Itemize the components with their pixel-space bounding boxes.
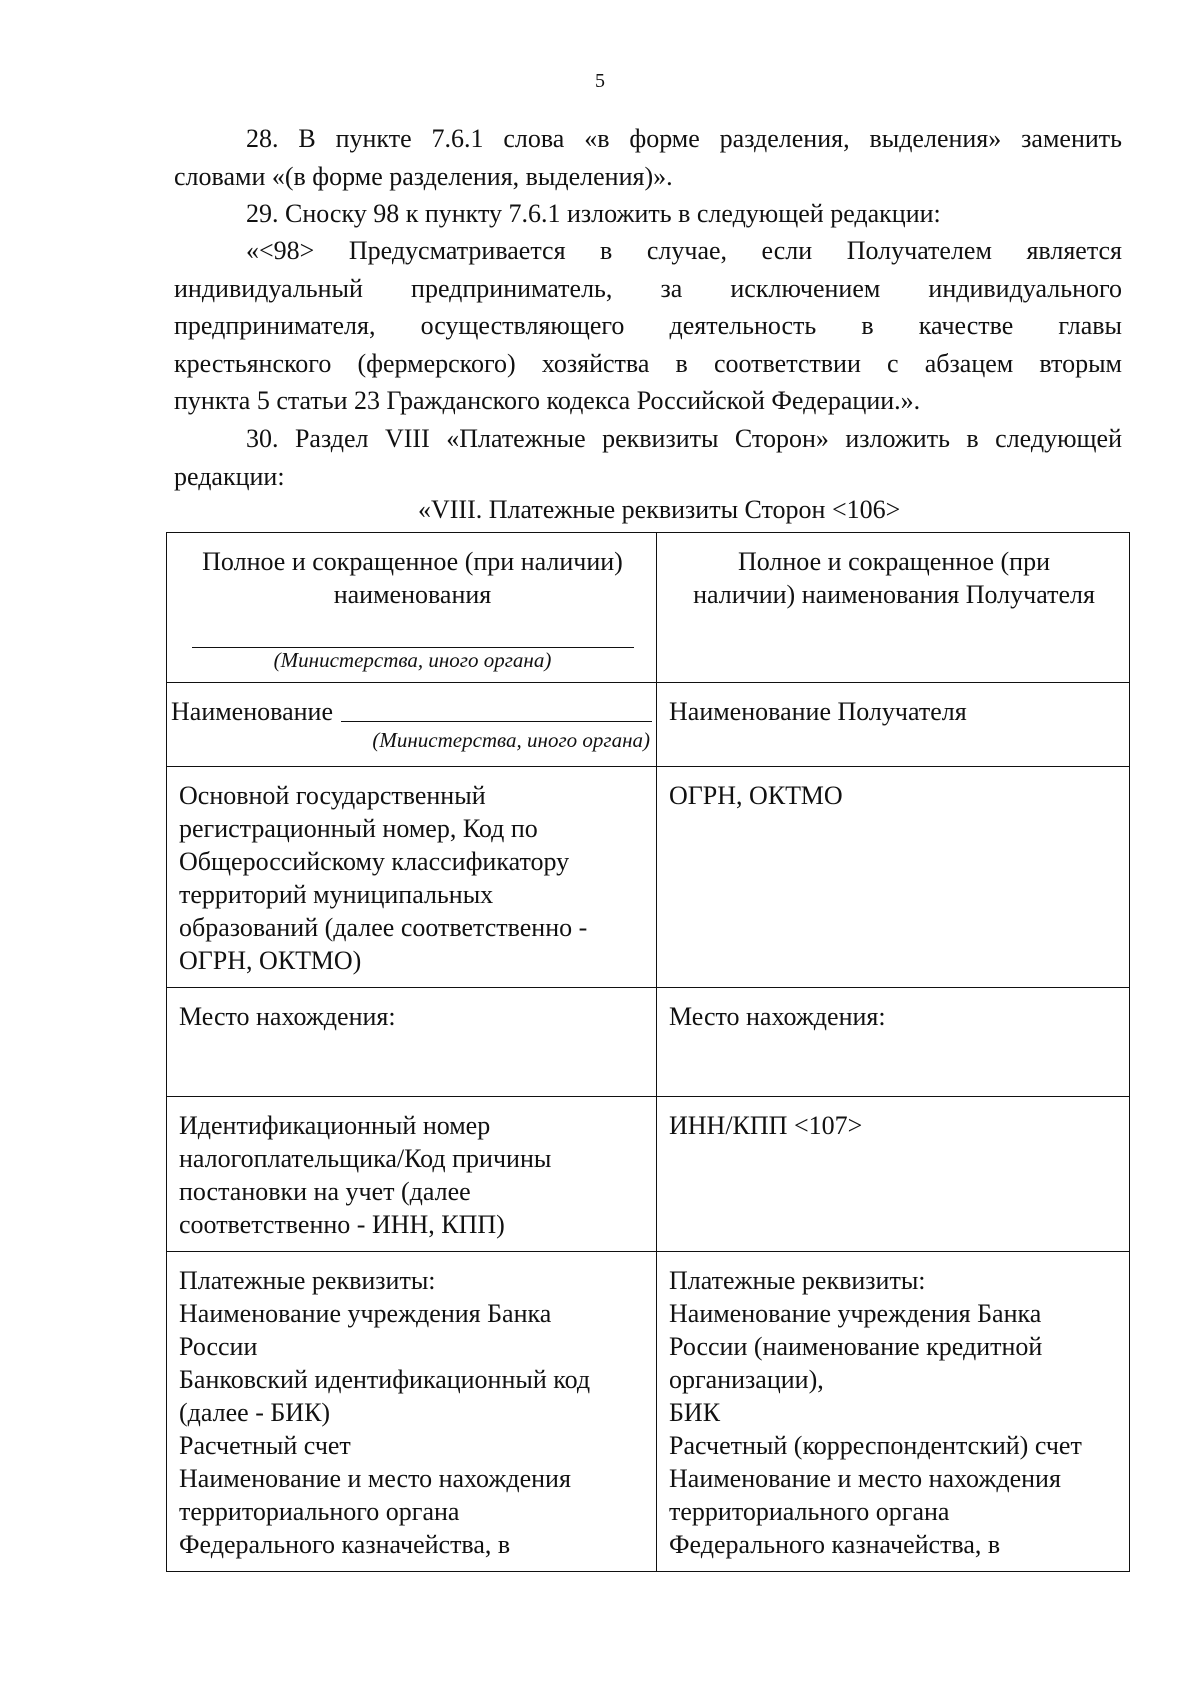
table-cell <box>657 1252 1130 1572</box>
cell-line: Место нахождения: <box>179 1002 396 1031</box>
header-left-line: Полное и сокращенное (при наличии) <box>202 547 623 576</box>
cell-line: Наименование учреждения Банка <box>179 1299 552 1328</box>
cell-line: Платежные реквизиты: <box>669 1266 926 1295</box>
table-row-payment <box>167 1252 1130 1572</box>
ministry-hint: (Министерства, иного органа) <box>372 728 650 752</box>
fill-in-line <box>341 721 652 722</box>
paragraph-line: предпринимателя, осуществляющего деятельность в качестве главы <box>174 311 1122 340</box>
cell-line: ИНН/КПП <107> <box>669 1111 863 1140</box>
cell-line: территориального органа <box>179 1497 460 1526</box>
header-left-line: наименования <box>333 580 492 609</box>
ministry-hint: (Министерства, иного органа) <box>273 648 552 672</box>
paragraph-line: 30. Раздел VIII «Платежные реквизиты Сторон» изложить в следующей <box>246 424 1122 453</box>
paragraph-line: 28. В пункте 7.6.1 слова «в форме разделения, выделения» заменить <box>246 124 1122 153</box>
table-cell <box>167 533 657 683</box>
cell-line: ОГРН, ОКТМО <box>669 781 843 810</box>
cell-line: России <box>179 1332 258 1361</box>
recipient-name-label: Наименование Получателя <box>669 697 967 726</box>
cell-line: образований (далее соответственно - <box>179 913 588 942</box>
header-right-line: Полное и сокращенное (при <box>737 547 1051 576</box>
table-row-header <box>167 533 1130 683</box>
cell-line: налогоплательщика/Код причины <box>179 1144 552 1173</box>
paragraph-line: редакции: <box>174 461 285 491</box>
table-row-inn <box>167 1097 1130 1252</box>
cell-line: Расчетный (корреспондентский) счет <box>669 1431 1082 1460</box>
table-row-name <box>167 683 1130 767</box>
table-cell <box>657 767 1130 988</box>
paragraph-line: крестьянского (фермерского) хозяйства в соответствии с абзацем вторым <box>174 348 1122 378</box>
cell-line: Основной государственный <box>179 781 486 810</box>
cell-line: Общероссийскому классификатору <box>179 847 570 876</box>
cell-line: соответственно - ИНН, КПП) <box>179 1210 505 1239</box>
cell-line: Платежные реквизиты: <box>179 1266 436 1295</box>
cell-line: постановки на учет (далее <box>179 1177 471 1206</box>
cell-line: ОГРН, ОКТМО) <box>179 946 362 975</box>
paragraph-line: пункта 5 статьи 23 Гражданского кодекса Российской Федерации.». <box>174 386 921 415</box>
paragraph-line: 29. Сноску 98 к пункту 7.6.1 изложить в следующей редакции: <box>246 199 941 228</box>
table-cell <box>167 1252 657 1572</box>
table-cell <box>167 1097 657 1252</box>
cell-line: Наименование и место нахождения <box>179 1464 571 1493</box>
paragraph-line: словами «(в форме разделения, выделения)». <box>174 161 673 191</box>
page-number: 5 <box>595 70 605 92</box>
cell-line: территориального органа <box>669 1497 950 1526</box>
cell-line: Банковский идентификационный код <box>179 1365 591 1394</box>
cell-line: Расчетный счет <box>179 1431 351 1460</box>
cell-line: регистрационный номер, Код по <box>179 814 538 843</box>
table-cell <box>657 988 1130 1097</box>
cell-line: Место нахождения: <box>669 1002 886 1031</box>
payment-details-table <box>166 532 1130 1572</box>
cell-line: Наименование учреждения Банка <box>669 1299 1042 1328</box>
cell-line: Федерального казначейства, в <box>179 1530 511 1559</box>
table-row-ogrn <box>167 767 1130 988</box>
paragraph-28 <box>174 120 1122 195</box>
cell-line: России (наименование кредитной <box>669 1332 1043 1361</box>
table-cell <box>167 988 657 1097</box>
footnote-98-text <box>174 232 1122 420</box>
cell-line: БИК <box>669 1398 721 1427</box>
name-label: Наименование <box>171 697 333 726</box>
paragraph-line: индивидуальный предприниматель, за исключением индивидуального <box>174 273 1122 303</box>
table-cell <box>657 1097 1130 1252</box>
paragraph-line: «<98> Предусматривается в случае, если Получателем является <box>246 236 1122 265</box>
cell-line: Федерального казначейства, в <box>669 1530 1001 1559</box>
cell-line: Идентификационный номер <box>179 1111 491 1140</box>
table-cell <box>657 533 1130 683</box>
table-cell <box>657 683 1130 767</box>
table-row-location <box>167 988 1130 1097</box>
table-cell <box>167 767 657 988</box>
cell-line: территорий муниципальных <box>179 880 494 909</box>
header-right-line: наличии) наименования Получателя <box>693 580 1095 609</box>
cell-line: (далее - БИК) <box>179 1398 331 1427</box>
paragraph-30 <box>174 420 1122 495</box>
cell-line: Наименование и место нахождения <box>669 1464 1061 1493</box>
table-cell <box>167 683 657 767</box>
table-caption: «VIII. Платежные реквизиты Сторон <106> <box>418 495 901 524</box>
cell-line: организации), <box>669 1365 824 1394</box>
paragraph-29 <box>174 195 1122 233</box>
